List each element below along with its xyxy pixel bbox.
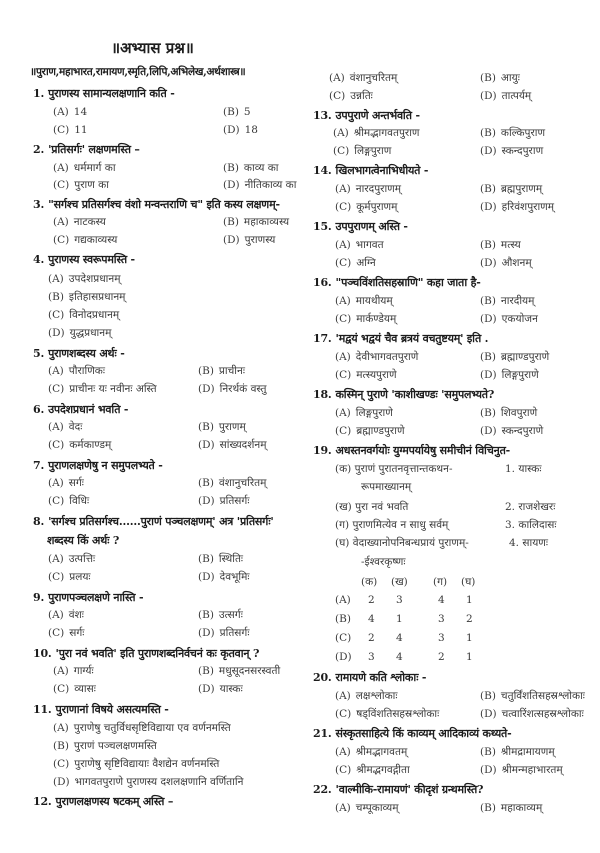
option: (B) ब्रह्मपुराणम् bbox=[480, 183, 543, 195]
grid-header: (ख) bbox=[391, 576, 408, 588]
question-4: 4. पुराणस्य स्वरूपमस्ति - bbox=[33, 253, 135, 266]
option: (B) उत्सर्गः bbox=[198, 609, 243, 621]
option: (D) श्रीमन्महाभारतम् bbox=[480, 764, 563, 776]
grid-header: (क) bbox=[361, 576, 378, 588]
option: (C) प्राचीनः यः नवीनः अस्ति bbox=[48, 383, 157, 395]
match-left-item: (ग) पुराणमित्येव न साधु सर्वम् bbox=[335, 519, 449, 531]
match-right-item: 3. कालिदासः bbox=[505, 519, 557, 531]
option: (C) कूर्मपुराणम् bbox=[335, 201, 398, 213]
match-left-item-continued: -ईश्वरकृष्णः bbox=[361, 556, 406, 568]
option: (D) निरर्थकं वस्तु bbox=[198, 383, 267, 395]
option: (C) विनोदप्रधानम् bbox=[48, 309, 120, 321]
question-12: 12. पुराणलक्षणस्य षटकम् अस्ति – bbox=[33, 795, 174, 808]
option: (D) स्कन्दपुराण bbox=[480, 145, 544, 157]
option: (A) नाटकस्य bbox=[53, 216, 106, 228]
match-left-item-continued: रूपमाख्यानम् bbox=[361, 481, 412, 493]
grid-cell: 2 bbox=[438, 651, 445, 663]
grid-cell: 4 bbox=[368, 613, 375, 625]
grid-header: (ग) bbox=[433, 576, 448, 588]
question-6: 6. उपदेशप्रधानं भवति - bbox=[33, 403, 129, 416]
option: (C) विधिः bbox=[48, 495, 90, 507]
match-left-item: (घ) वेदाख्यानोपनिबन्धप्रायं पुराणम्- bbox=[335, 537, 469, 549]
option: (C) सर्गः bbox=[48, 627, 85, 639]
grid-cell: 1 bbox=[466, 632, 473, 644]
grid-header: (घ) bbox=[461, 576, 476, 588]
grid-cell: 2 bbox=[368, 594, 375, 606]
question-5: 5. पुराणशब्दस्य अर्थः - bbox=[33, 347, 125, 360]
option: (A) वेदः bbox=[48, 421, 83, 433]
question-17: 17. 'मद्वयं भद्वयं चैव ब्रत्रयं वचतुष्टयम्' इति . bbox=[313, 332, 489, 345]
question-9: 9. पुराणपञ्चलक्षणे नास्ति - bbox=[33, 591, 144, 604]
question-3: 3. "सर्गश्च प्रतिसर्गश्च वंशो मन्वन्तराणि च" इति कस्य लक्षणम्- bbox=[33, 198, 280, 211]
grid-cell: 2 bbox=[368, 632, 375, 644]
option: (C) मार्कण्डेयम् bbox=[335, 313, 397, 325]
question-13: 13. उपपुराणे अन्तर्भवति - bbox=[313, 109, 420, 122]
question-2: 2. 'प्रतिसर्गः' लक्षणमस्ति – bbox=[33, 143, 140, 156]
option: (B) इतिहासप्रधानम् bbox=[48, 291, 126, 303]
option: (D) हरिवंशपुराणम् bbox=[480, 201, 555, 213]
option: (D) प्रतिसर्गः bbox=[198, 495, 250, 507]
option: (A) वंशानुचरितम् bbox=[329, 72, 398, 84]
question-8-continued: शब्दस्य किं अर्थः ? bbox=[47, 534, 120, 547]
option: (B) मत्स्य bbox=[480, 239, 521, 251]
option: (C) षड्विंशतिसहस्रश्लोकाः bbox=[335, 708, 440, 720]
option: (B) महाकाव्यम् bbox=[480, 802, 543, 814]
question-1: 1. पुराणस्य सामान्यलक्षणानि कति - bbox=[33, 87, 175, 100]
page-title: ॥अभ्यास प्रश्न॥ bbox=[111, 39, 194, 57]
option: (D) सांख्यदर्शनम् bbox=[198, 439, 267, 451]
option: (B) कल्किपुराण bbox=[480, 127, 546, 139]
option: (B) स्थितिः bbox=[198, 553, 244, 565]
option: (A) मायथीयम् bbox=[335, 295, 393, 307]
grid-cell: 3 bbox=[368, 651, 375, 663]
option: (D) लिङ्गपुराणे bbox=[480, 369, 539, 381]
question-21: 21. संस्कृतसाहित्ये किं काव्यम् आदिकाव्यं कथ्यते- bbox=[313, 727, 512, 740]
option: (D) नीतिकाव्य का bbox=[223, 179, 297, 191]
option: (A) उपदेशप्रधानम् bbox=[48, 273, 121, 285]
option: (C) ब्रह्माण्डपुराणे bbox=[335, 425, 405, 437]
option: (D) तात्पर्यम् bbox=[480, 90, 532, 102]
option: (A) लक्षश्लोकाः bbox=[335, 690, 398, 702]
grid-cell: 1 bbox=[466, 594, 473, 606]
match-left-item: (ख) पुरा नवं भवति bbox=[335, 501, 409, 513]
option: (B) चतुर्विंशतिसहस्रश्लोकाः bbox=[480, 690, 585, 702]
option: (D) औशनम् bbox=[480, 257, 532, 269]
option: (A) सर्गः bbox=[48, 477, 84, 489]
grid-row-label: (C) bbox=[335, 632, 352, 644]
option: (C) श्रीमद्भगवद्गीता bbox=[335, 764, 410, 776]
option: (D) युद्धप्रधानम् bbox=[48, 327, 112, 339]
option: (D) यास्कः bbox=[198, 683, 243, 695]
option: (B) मधुसूदनसरस्वती bbox=[198, 665, 281, 677]
option: (B) ब्रह्माण्डपुराणे bbox=[480, 351, 550, 363]
option: (C) पुराण का bbox=[53, 179, 109, 191]
grid-cell: 3 bbox=[438, 613, 445, 625]
grid-cell: 4 bbox=[438, 594, 445, 606]
question-22: 22. 'वाल्मीकि-रामायणं' कीदृशं ग्रन्थमस्ति? bbox=[313, 783, 484, 796]
option: (D) देवभूमिः bbox=[198, 571, 250, 583]
option: (B) पुराणम् bbox=[198, 421, 246, 433]
option: (A) उत्पत्तिः bbox=[48, 553, 96, 565]
option: (D) 18 bbox=[223, 124, 258, 136]
option: (C) कर्मकाण्डम् bbox=[48, 439, 112, 451]
option: (B) 5 bbox=[223, 106, 251, 118]
option: (C) अग्नि bbox=[335, 257, 376, 269]
option: (C) मत्स्यपुराणे bbox=[335, 369, 397, 381]
question-16: 16. "पञ्चविंशतिसहस्राणि" कहा जाता है- bbox=[313, 276, 481, 289]
grid-cell: 4 bbox=[396, 651, 403, 663]
option: (D) एकयोजन bbox=[480, 313, 538, 325]
question-14: 14. खिलभागत्वेनाभिधीयते - bbox=[313, 164, 429, 177]
question-11: 11. पुराणानां विषये असत्यमस्ति - bbox=[33, 703, 169, 716]
option: (B) वंशानुचरितम् bbox=[198, 477, 267, 489]
match-left-item: (क) पुराणं पुरातनवृत्तान्तकथन- bbox=[335, 463, 453, 475]
page-subtitle: ॥पुराण,महाभारत,रामायण,स्मृति,लिपि,अभिलेख,अर्थशास्त्र॥ bbox=[30, 66, 246, 78]
match-right-item: 2. राजशेखरः bbox=[505, 501, 556, 513]
option: (A) 14 bbox=[53, 106, 88, 118]
option: (C) गद्यकाव्यस्य bbox=[53, 234, 118, 246]
option: (C) लिङ्गपुराण bbox=[333, 145, 392, 157]
match-right-item: 4. सायणः bbox=[509, 537, 548, 549]
option: (C) पुराणेषु सृष्टिविद्यायाः वैशद्येन वर्णनमस्ति bbox=[53, 758, 220, 770]
option: (A) वंशः bbox=[48, 609, 84, 621]
option: (A) लिङ्गपुराणे bbox=[335, 407, 393, 419]
option: (B) प्राचीनः bbox=[198, 365, 245, 377]
question-10: 10. 'पुरा नवं भवति' इति पुराणशब्दनिर्वचनं कः कृतवान् ? bbox=[33, 647, 260, 660]
option: (B) महाकाव्यस्य bbox=[223, 216, 290, 228]
option: (D) स्कन्दपुराणे bbox=[480, 425, 544, 437]
question-8: 8. 'सर्गश्च प्रतिसर्गश्च......पुराणं पञ्चलक्षणम्' अत्र 'प्रतिसर्गः' bbox=[33, 515, 274, 528]
grid-cell: 3 bbox=[396, 594, 403, 606]
grid-cell: 1 bbox=[396, 613, 403, 625]
option: (C) व्यासः bbox=[53, 683, 96, 695]
option: (A) नारदपुराणम् bbox=[335, 183, 402, 195]
grid-cell: 4 bbox=[396, 632, 403, 644]
grid-row-label: (A) bbox=[335, 594, 351, 606]
option: (D) चत्वारिंशत्सहस्रश्लोकाः bbox=[480, 708, 584, 720]
grid-row-label: (D) bbox=[335, 651, 352, 663]
option: (A) गार्ग्यः bbox=[53, 665, 94, 677]
option: (A) श्रीमद्भागवतम् bbox=[335, 746, 408, 758]
option: (B) आयुः bbox=[480, 72, 520, 84]
grid-cell: 3 bbox=[438, 632, 445, 644]
grid-cell: 2 bbox=[466, 613, 473, 625]
grid-row-label: (B) bbox=[335, 613, 351, 625]
question-20: 20. रामायणे कति श्लोकाः - bbox=[313, 671, 427, 684]
option: (A) भागवत bbox=[335, 239, 384, 251]
option: (A) चम्पूकाव्यम् bbox=[335, 802, 399, 814]
option: (B) काव्य का bbox=[223, 162, 279, 174]
option: (D) पुराणस्य bbox=[223, 234, 276, 246]
match-right-item: 1. यास्कः bbox=[505, 463, 542, 475]
option: (B) नारदीयम् bbox=[480, 295, 535, 307]
option: (C) 11 bbox=[53, 124, 88, 136]
option: (A) देवीभागवतपुराणे bbox=[335, 351, 419, 363]
option: (A) धर्ममार्ग का bbox=[53, 162, 116, 174]
grid-cell: 1 bbox=[466, 651, 473, 663]
question-18: 18. कस्मिन् पुराणे 'काशीखण्डः 'समुपलभ्यते? bbox=[313, 388, 495, 401]
option: (D) प्रतिसर्गः bbox=[198, 627, 250, 639]
question-7: 7. पुराणलक्षणेषु न समुपलभ्यते - bbox=[33, 459, 163, 472]
option: (A) पौराणिकः bbox=[48, 365, 105, 377]
option: (A) पुराणेषु चतुर्विधसृष्टिविद्याया एव वर्णनमस्ति bbox=[53, 722, 231, 734]
option: (A) श्रीमद्भागवतपुराण bbox=[333, 127, 420, 139]
question-19: 19. अधस्तनवर्गयोः युग्मपर्यायेषु समीचीनं विचिनुत- bbox=[313, 444, 511, 457]
question-15: 15. उपपुराणम् अस्ति - bbox=[313, 220, 408, 233]
option: (C) उन्नतिः bbox=[329, 90, 373, 102]
option: (D) भागवतपुराणे पुराणस्य दशलक्षणानि वर्णितानि bbox=[53, 776, 244, 788]
option: (B) शिवपुराणे bbox=[480, 407, 538, 419]
option: (B) पुराणं पञ्चलक्षणमस्ति bbox=[53, 740, 157, 752]
option: (B) श्रीमद्रामायणम् bbox=[480, 746, 555, 758]
option: (C) प्रलयः bbox=[48, 571, 91, 583]
